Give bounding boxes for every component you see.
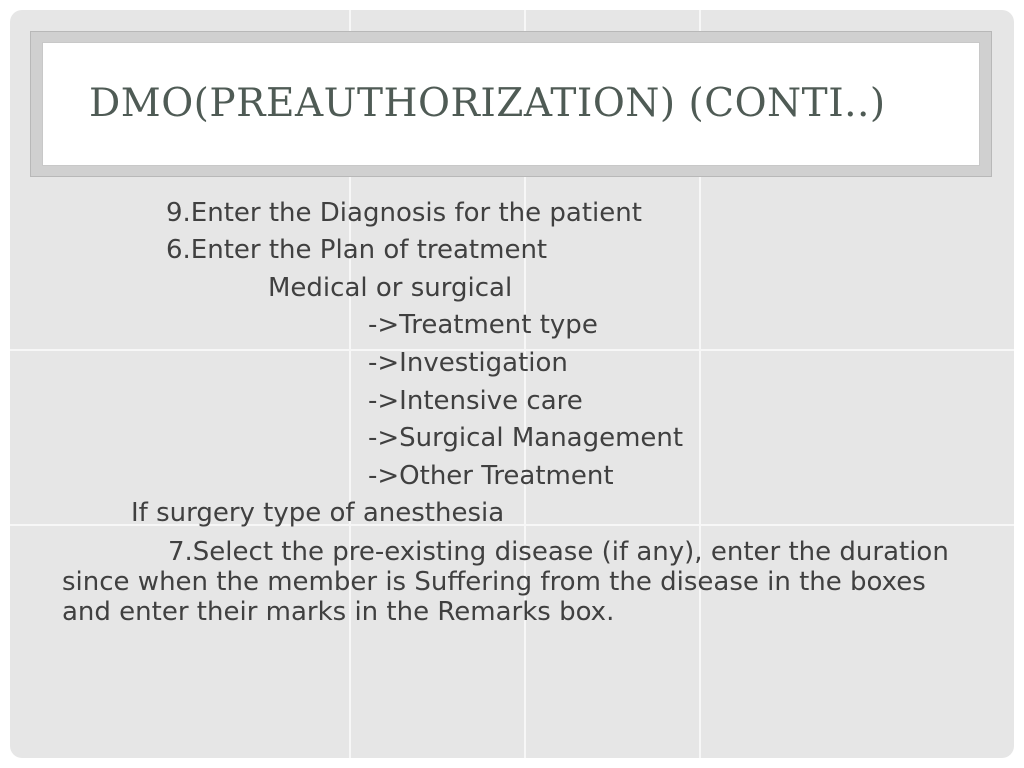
- step-plan-of-treatment: 6.Enter the Plan of treatment: [166, 235, 548, 265]
- step-diagnosis: 9.Enter the Diagnosis for the patient: [166, 198, 642, 228]
- option-other-treatment: ->Other Treatment: [368, 461, 614, 491]
- option-treatment-type: ->Treatment type: [368, 310, 598, 340]
- slide: [10, 10, 1014, 758]
- title-frame: [30, 31, 992, 177]
- option-investigation: ->Investigation: [368, 348, 568, 378]
- option-intensive-care: ->Intensive care: [368, 386, 583, 416]
- slide-title: DMO(PREAUTHORIZATION) (CONTI..): [89, 81, 886, 126]
- treatment-category: Medical or surgical: [268, 273, 513, 303]
- step-pre-existing-disease: [62, 537, 952, 627]
- paragraph-text: 7.Select the pre-existing disease (if any), enter the duration since when the member is Suffering from the disease in the boxes and enter their marks in the Remarks box.: [62, 537, 949, 627]
- anesthesia-note: If surgery type of anesthesia: [131, 498, 505, 528]
- title-box: [42, 42, 980, 166]
- option-surgical-management: ->Surgical Management: [368, 423, 684, 453]
